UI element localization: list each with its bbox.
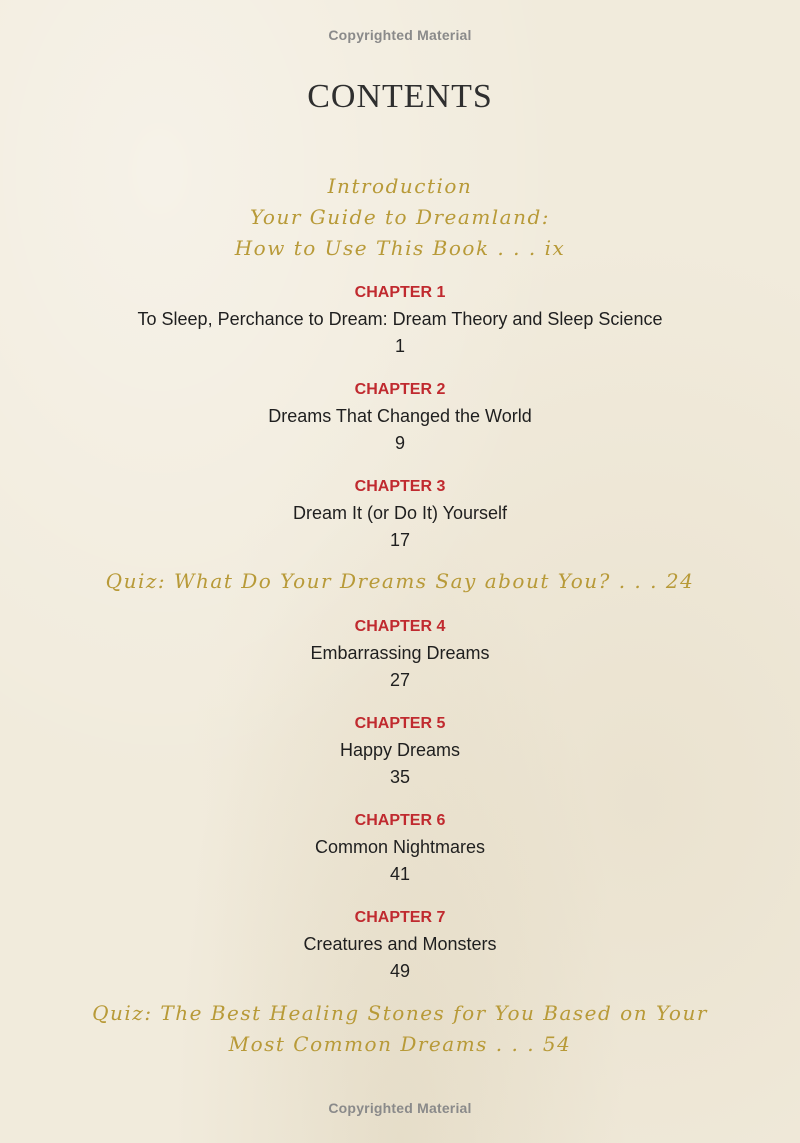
introduction-entry[interactable]	[0, 171, 800, 264]
chapter-page-number: 9	[394, 433, 405, 453]
introduction-line: Your Guide to Dreamland:	[249, 205, 551, 229]
chapter-page-number: 35	[389, 767, 411, 787]
chapter-page-number: 1	[394, 336, 405, 356]
chapter-page-number: 27	[389, 670, 411, 690]
chapter-1-entry[interactable]	[0, 280, 800, 360]
chapter-6-entry[interactable]	[0, 808, 800, 888]
chapter-4-entry[interactable]	[0, 614, 800, 694]
copyright-watermark-bottom: Copyrighted Material	[328, 1100, 472, 1116]
chapter-label: CHAPTER 5	[354, 715, 446, 732]
chapter-label: CHAPTER 6	[354, 812, 446, 829]
chapter-label: CHAPTER 7	[354, 909, 446, 926]
chapter-label: CHAPTER 3	[354, 478, 446, 495]
quiz-line: Quiz: What Do Your Dreams Say about You? . . . 24	[105, 569, 695, 593]
copyright-watermark-top: Copyrighted Material	[328, 27, 472, 43]
introduction-line: How to Use This Book . . . ix	[234, 236, 566, 260]
chapter-title: Dream It (or Do It) Yourself	[292, 503, 508, 523]
chapter-label: CHAPTER 1	[354, 284, 446, 301]
chapter-page-number: 49	[389, 961, 411, 981]
chapter-title: Happy Dreams	[339, 740, 461, 760]
chapter-label: CHAPTER 4	[354, 618, 446, 635]
page-title: CONTENTS	[307, 78, 493, 115]
chapter-2-entry[interactable]	[0, 377, 800, 457]
quiz-line: Most Common Dreams . . . 54	[228, 1032, 572, 1056]
chapter-5-entry[interactable]	[0, 711, 800, 791]
chapter-title: Creatures and Monsters	[303, 934, 497, 954]
chapter-title: Dreams That Changed the World	[268, 406, 532, 426]
chapter-page-number: 17	[389, 530, 411, 550]
chapter-title: Common Nightmares	[314, 837, 486, 857]
chapter-title: To Sleep, Perchance to Dream: Dream Theory and Sleep Science	[137, 309, 663, 329]
quiz-line: Quiz: The Best Healing Stones for You Based on Your	[92, 1001, 708, 1025]
introduction-line: Introduction	[327, 174, 473, 198]
chapter-title: Embarrassing Dreams	[310, 643, 490, 663]
chapter-3-entry[interactable]	[0, 474, 800, 554]
chapter-label: CHAPTER 2	[354, 381, 446, 398]
quiz-1-entry[interactable]	[0, 566, 800, 597]
quiz-2-entry[interactable]	[0, 998, 800, 1060]
chapter-7-entry[interactable]	[0, 905, 800, 985]
chapter-page-number: 41	[389, 864, 411, 884]
